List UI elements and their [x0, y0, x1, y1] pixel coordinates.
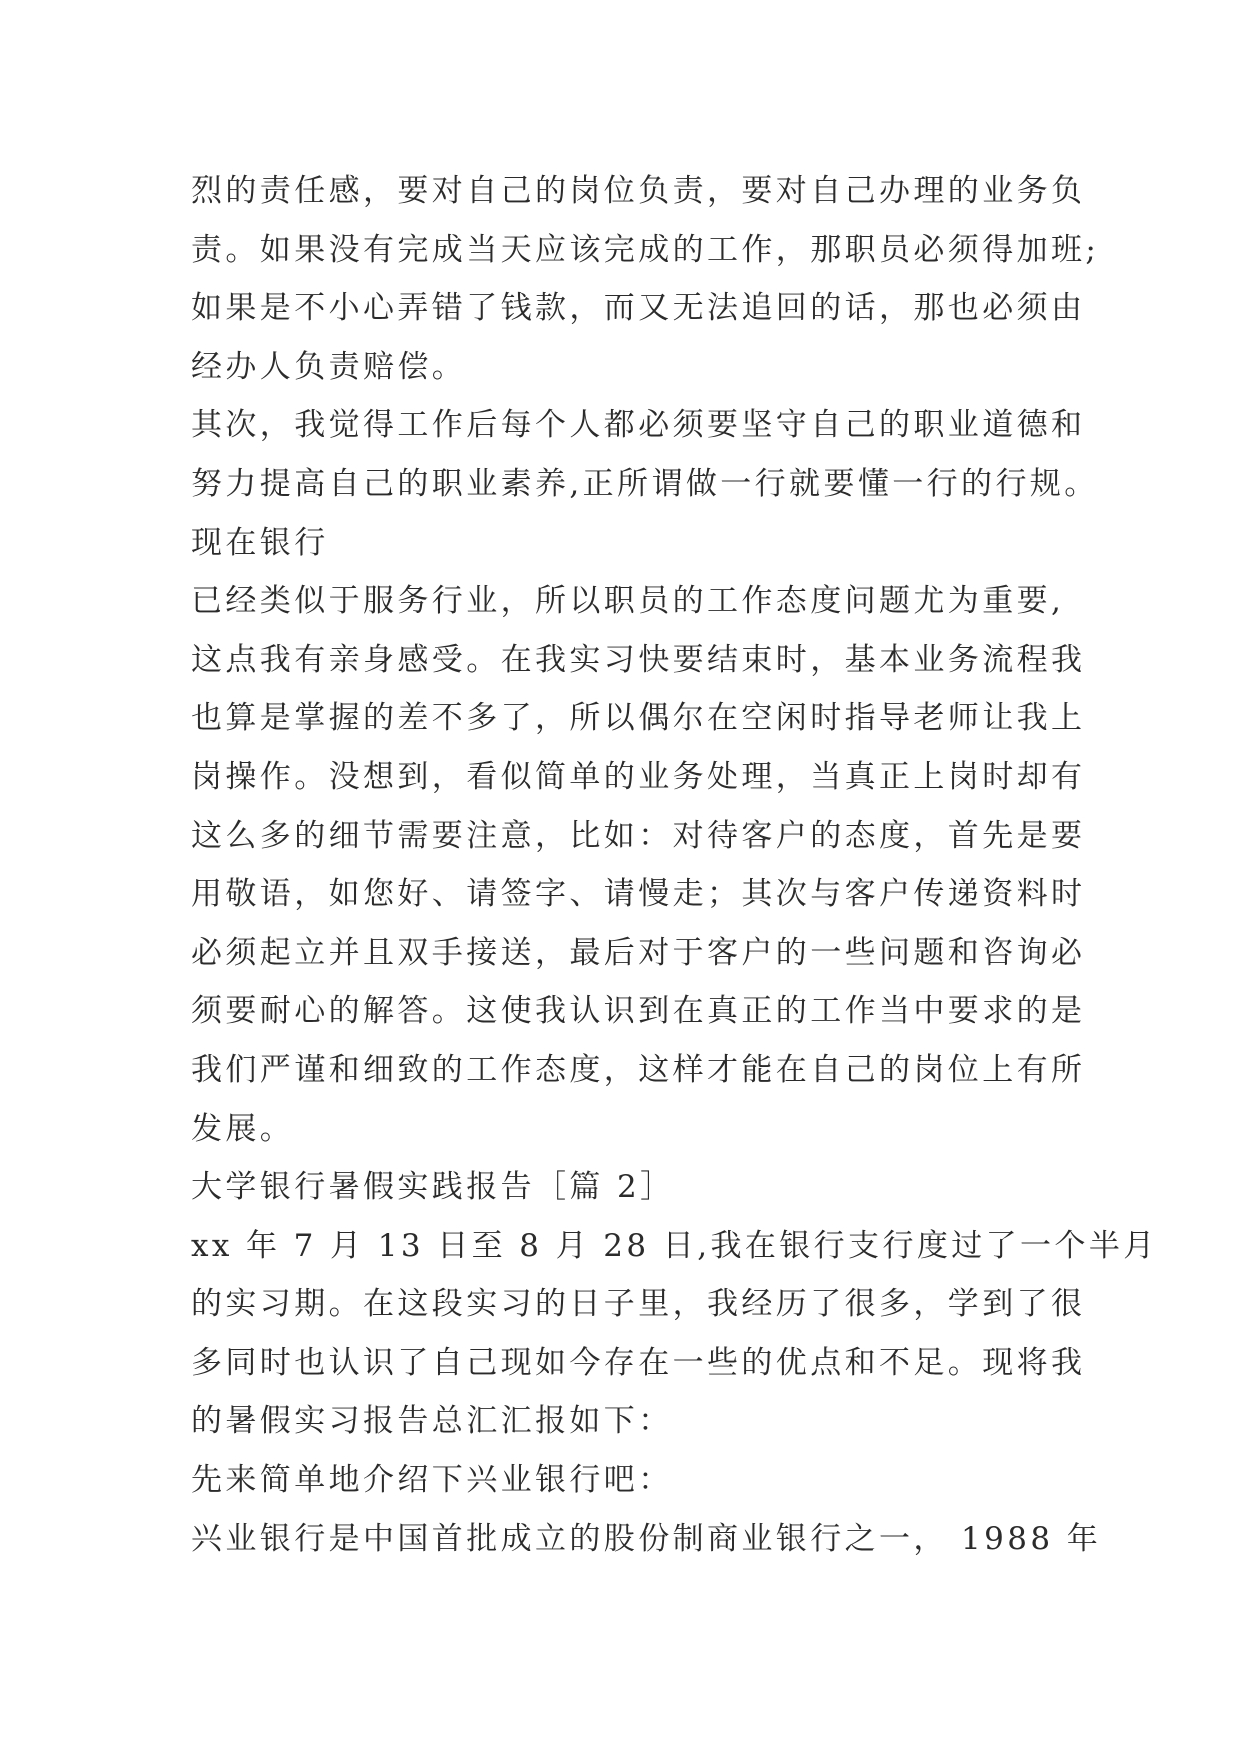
text-line: xx 年 7 月 13 日至 8 月 28 日,我在银行支行度过了一个半月 [191, 1227, 1158, 1264]
text-line: 先来简单地介绍下兴业银行吧： [191, 1462, 673, 1499]
text-line: 也算是掌握的差不多了，所以偶尔在空闲时指导老师让我上 [191, 700, 1086, 737]
text-line: 已经类似于服务行业，所以职员的工作态度问题尤为重要, [191, 583, 1065, 620]
text-line: 烈的责任感，要对自己的岗位负责，要对自己办理的业务负 [191, 173, 1086, 209]
text-line: 的暑假实习报告总汇汇报如下： [191, 1403, 673, 1440]
text-line: 多同时也认识了自己现如今存在一些的优点和不足。现将我 [191, 1344, 1086, 1381]
text-line: 岗操作。没想到，看似简单的业务处理，当真正上岗时却有 [191, 758, 1086, 795]
text-line: 这么多的细节需要注意，比如：对待客户的态度，首先是要 [191, 817, 1086, 854]
text-line: 这点我有亲身感受。在我实习快要结束时，基本业务流程我 [191, 641, 1086, 678]
text-line: 兴业银行是中国首批成立的股份制商业银行之一， 1988 年 [191, 1520, 1102, 1557]
text-line: 必须起立并且双手接送，最后对于客户的一些问题和咨询必 [191, 934, 1086, 971]
text-line: 如果是不小心弄错了钱款，而又无法追回的话，那也必须由 [191, 290, 1086, 327]
text-line: 用敬语，如您好、请签字、请慢走；其次与客户传递资料时 [191, 876, 1086, 913]
text-line: 其次，我觉得工作后每个人都必须要坚守自己的职业道德和 [191, 407, 1086, 444]
body-text [191, 162, 1158, 1568]
text-line: 现在银行 [191, 524, 329, 561]
text-line: 努力提高自己的职业素养,正所谓做一行就要懂一行的行规。 [191, 465, 1099, 502]
text-line: 经办人负责赔偿。 [191, 348, 467, 385]
text-line: 我们严谨和细致的工作态度，这样才能在自己的岗位上有所 [191, 1051, 1086, 1088]
text-line: 责。如果没有完成当天应该完成的工作，那职员必须得加班; [191, 231, 1100, 268]
text-line: 的实习期。在这段实习的日子里，我经历了很多，学到了很 [191, 1286, 1086, 1323]
text-line: 须要耐心的解答。这使我认识到在真正的工作当中要求的是 [191, 993, 1086, 1030]
text-line: 发展。 [191, 1110, 295, 1147]
section-heading: 大学银行暑假实践报告［篇 2］ [191, 1169, 675, 1206]
